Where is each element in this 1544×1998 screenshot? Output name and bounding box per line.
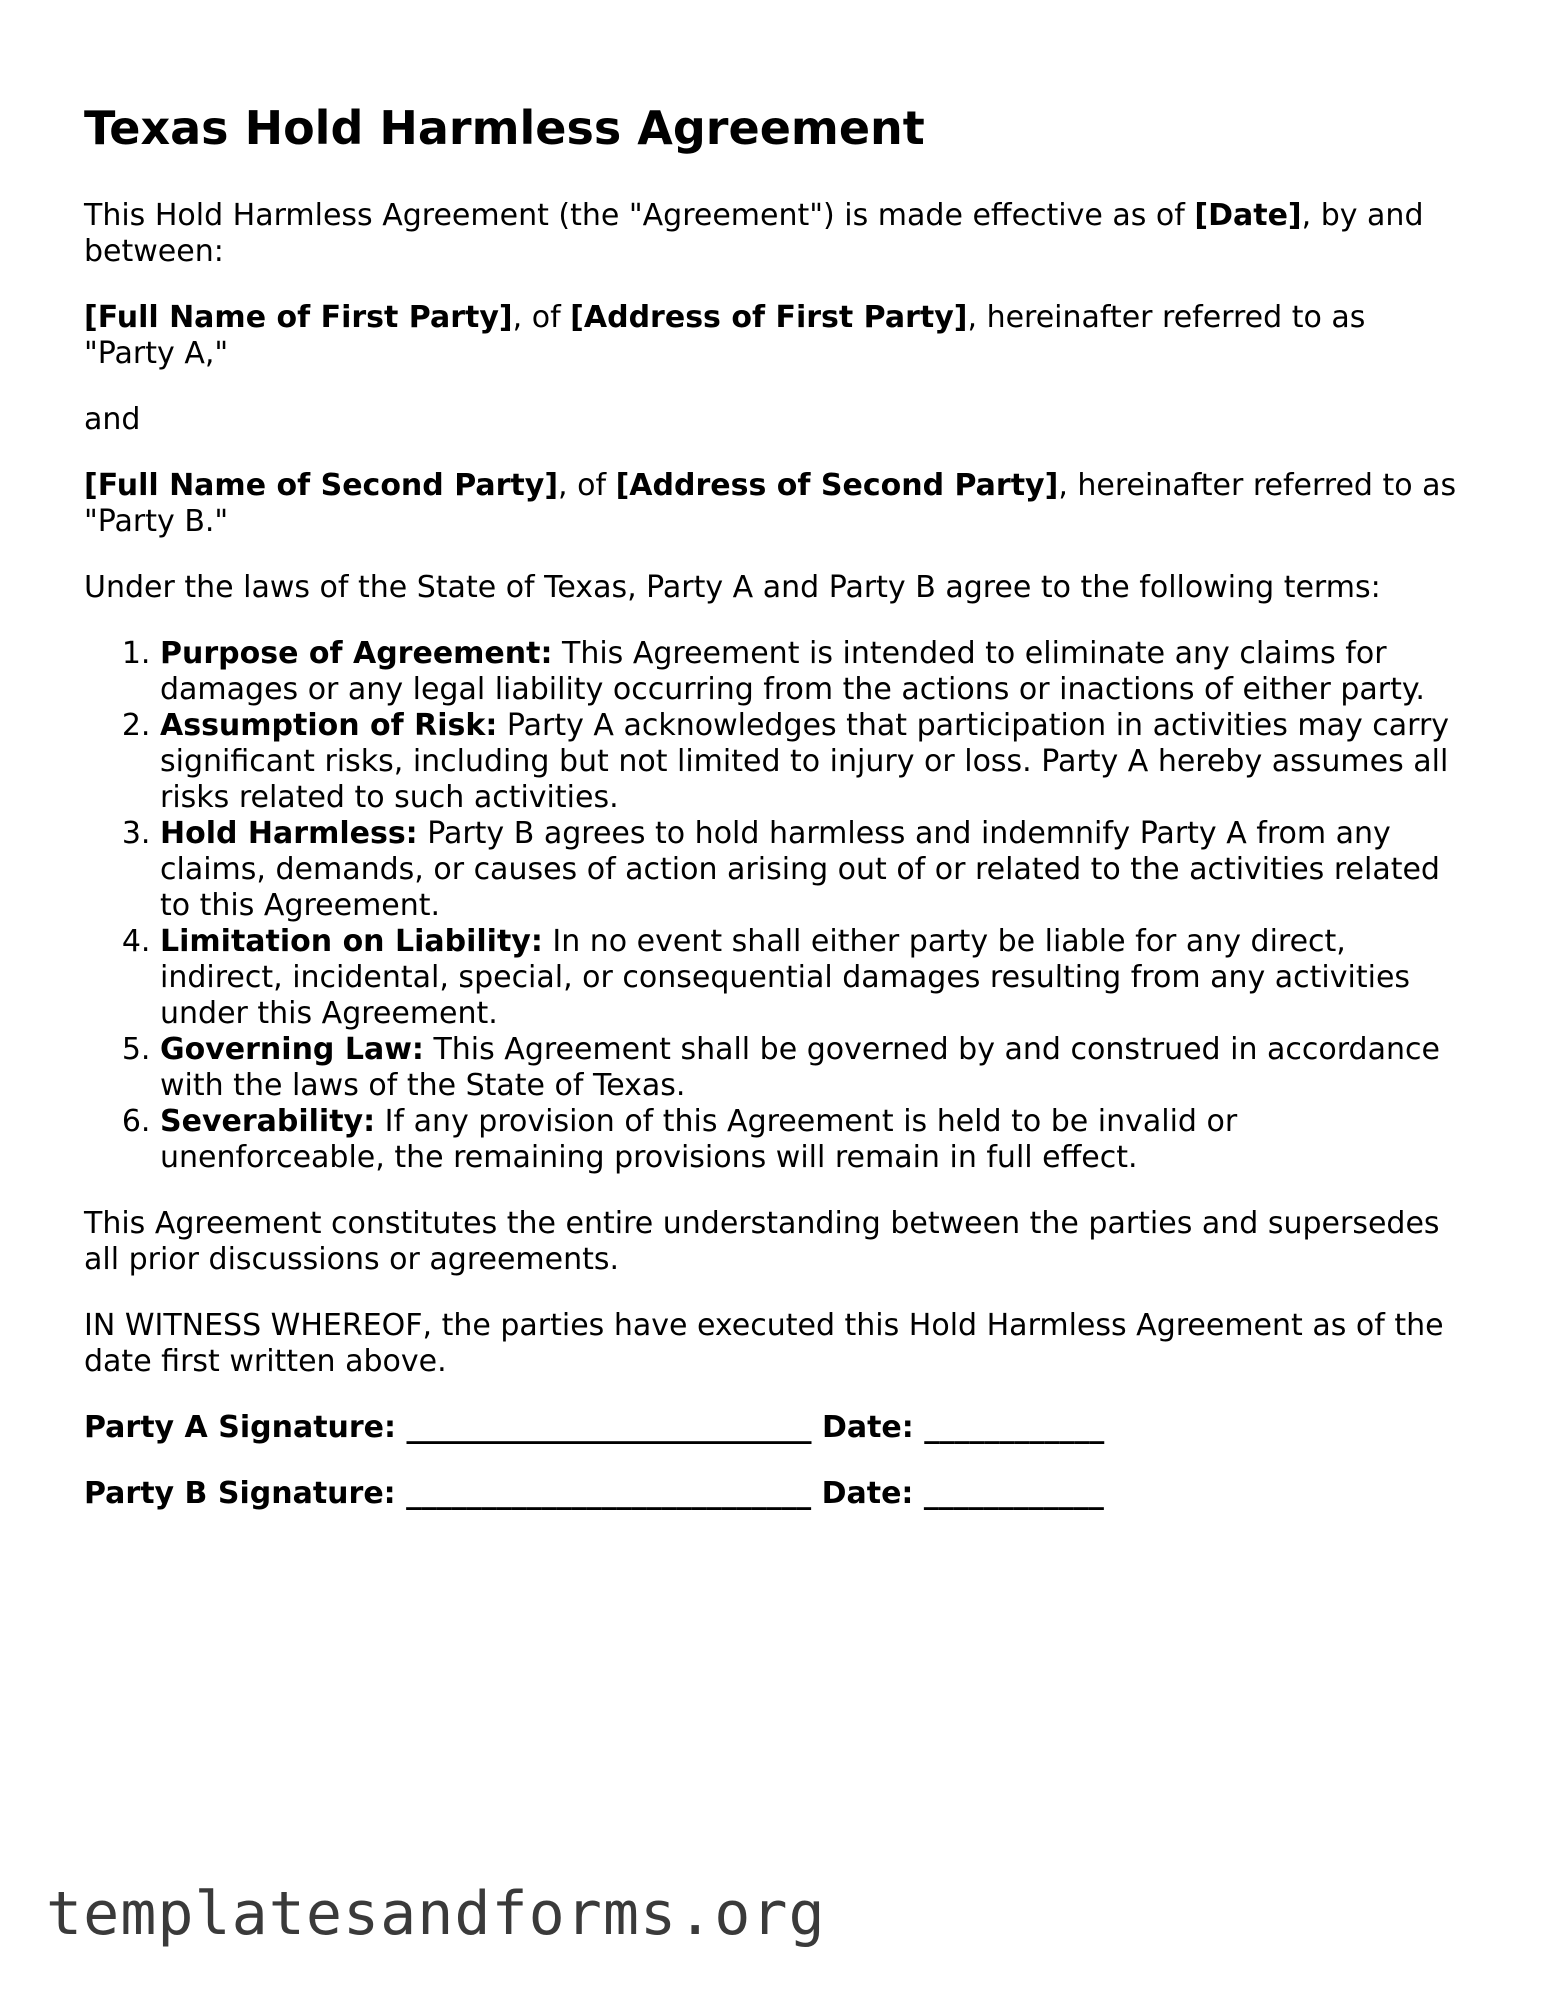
term-text: This Agreement is intended to eliminate any claims for damages or any legal liability occurring from the actions or inactions of either party. bbox=[160, 636, 1425, 707]
agreement-document bbox=[84, 100, 1464, 1542]
term-text: In no event shall either party be liable for any direct, indirect, incidental, special, or consequential damages resulting from any activities under this Agreement. bbox=[160, 924, 1411, 1031]
entire-agreement-paragraph: This Agreement constitutes the entire understanding between the parties and supersedes all prior discussions or agreements. bbox=[84, 1206, 1440, 1277]
date-label: Date: bbox=[821, 1476, 914, 1511]
party-b-paragraph bbox=[84, 468, 1464, 540]
party-a-address-placeholder: [Address of First Party] bbox=[570, 300, 968, 335]
party-a-suffix: , hereinafter referred to as "Party A," bbox=[84, 300, 1366, 371]
intro-text-before: This Hold Harmless Agreement (the "Agreement") is made effective as of bbox=[84, 198, 1195, 233]
terms-list bbox=[84, 636, 1464, 1176]
signature-blank[interactable]: ___________________________ bbox=[406, 1410, 812, 1445]
signature-label: Party A Signature: bbox=[84, 1410, 397, 1445]
term-item bbox=[160, 636, 1464, 708]
term-heading: Governing Law: bbox=[160, 1032, 424, 1067]
intro-text-after: , by and between: bbox=[84, 198, 1424, 269]
term-heading: Hold Harmless: bbox=[160, 816, 418, 851]
date-blank[interactable]: ____________ bbox=[923, 1476, 1104, 1511]
date-blank[interactable]: ____________ bbox=[924, 1410, 1105, 1445]
party-b-signature-line bbox=[84, 1476, 1464, 1512]
party-a-of-text: , of bbox=[512, 300, 571, 335]
term-item bbox=[160, 708, 1464, 816]
term-heading: Purpose of Agreement: bbox=[160, 636, 553, 671]
term-item bbox=[160, 816, 1464, 924]
witness-paragraph: IN WITNESS WHEREOF, the parties have executed this Hold Harmless Agreement as of the date first written above. bbox=[84, 1308, 1444, 1379]
date-placeholder: [Date] bbox=[1194, 198, 1302, 233]
term-item bbox=[160, 924, 1464, 1032]
term-heading: Assumption of Risk: bbox=[160, 708, 498, 743]
term-text: This Agreement shall be governed by and construed in accordance with the laws of the State of Texas. bbox=[160, 1032, 1440, 1103]
party-a-name-placeholder: [Full Name of First Party] bbox=[84, 300, 513, 335]
term-heading: Severability: bbox=[160, 1104, 376, 1139]
terms-intro: Under the laws of the State of Texas, Party A and Party B agree to the following terms: bbox=[84, 570, 1381, 605]
signature-blank[interactable]: ___________________________ bbox=[406, 1476, 812, 1511]
party-b-name-placeholder: [Full Name of Second Party] bbox=[84, 468, 559, 503]
intro-paragraph bbox=[84, 198, 1464, 270]
party-b-suffix: , hereinafter referred to as "Party B." bbox=[84, 468, 1457, 539]
term-item bbox=[160, 1104, 1464, 1176]
term-text: If any provision of this Agreement is held to be invalid or unenforceable, the remaining provisions will remain in full effect. bbox=[160, 1104, 1238, 1175]
party-a-signature-line bbox=[84, 1410, 1464, 1446]
term-heading: Limitation on Liability: bbox=[160, 924, 543, 959]
and-text: and bbox=[84, 402, 141, 437]
party-a-paragraph bbox=[84, 300, 1464, 372]
party-b-address-placeholder: [Address of Second Party] bbox=[615, 468, 1059, 503]
term-item bbox=[160, 1032, 1464, 1104]
signature-label: Party B Signature: bbox=[84, 1476, 396, 1511]
term-text: Party A acknowledges that participation in activities may carry significant risks, including but not limited to injury or loss. Party A hereby assumes all risks related to such activities. bbox=[160, 708, 1450, 815]
term-text: Party B agrees to hold harmless and indemnify Party A from any claims, demands, or causes of action arising out of or related to the activities related to this Agreement. bbox=[160, 816, 1440, 923]
party-b-of-text: , of bbox=[558, 468, 616, 503]
watermark-logo: templatesandforms.org bbox=[46, 1879, 826, 1949]
page-title: Texas Hold Harmless Agreement bbox=[84, 101, 925, 155]
date-label: Date: bbox=[821, 1410, 914, 1445]
